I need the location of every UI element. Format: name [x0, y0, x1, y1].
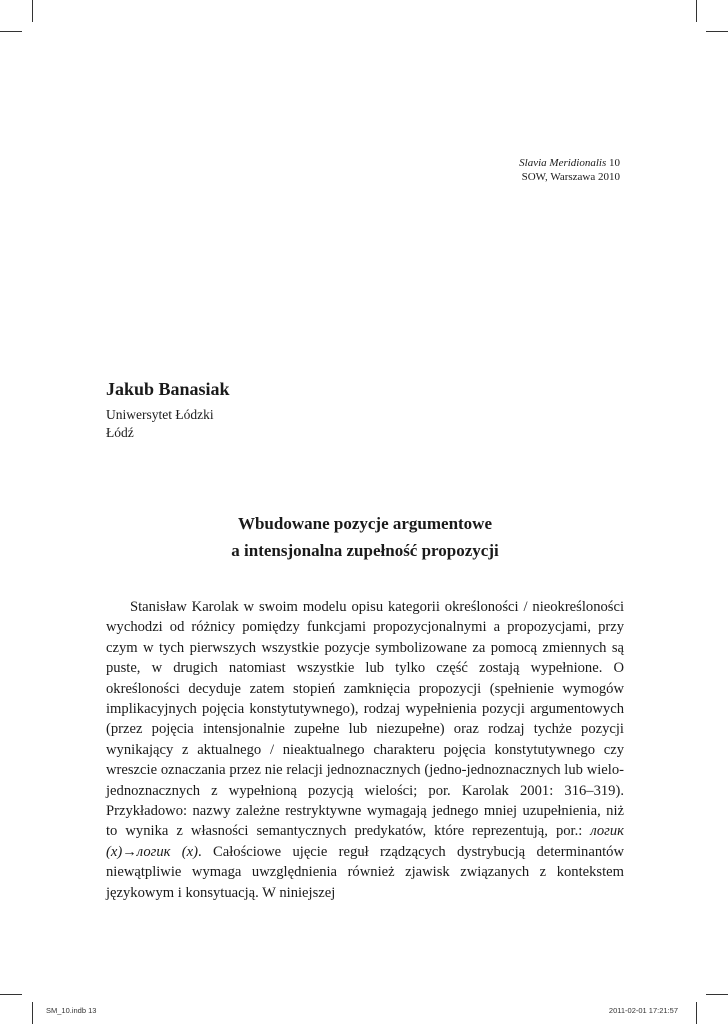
author-affiliation: Uniwersytet Łódzki [106, 407, 214, 422]
journal-info [519, 156, 620, 184]
body-paragraph [106, 597, 624, 903]
journal-line [519, 156, 620, 170]
crop-mark-top-right-horizontal [706, 31, 728, 32]
crop-mark-bottom-left-horizontal [0, 994, 22, 995]
footer-file-info: SM_10.indb 13 [46, 1006, 97, 1015]
journal-volume: 10 [606, 157, 620, 169]
publisher-line: SOW, Warszawa 2010 [521, 171, 620, 183]
author-name: Jakub Banasiak [106, 379, 230, 399]
author-block [106, 378, 230, 442]
title-line-2: a intensjonalna zupełność propozycji [231, 541, 499, 560]
body-italic-example: логик (x)→логик (x) [106, 823, 624, 860]
article-title [106, 510, 624, 564]
crop-mark-top-right [696, 0, 697, 22]
footer-timestamp: 2011-02-01 17:21:57 [608, 1006, 678, 1015]
body-text-part-2: . Całościowe ujęcie reguł rządzących dystrybucją determinantów niewątpliwie wymaga uwzględnienia również zjawisk związanych z kontekstem językowym i konsytuacją. W niniejszej [106, 843, 625, 901]
crop-mark-top-left [32, 0, 33, 22]
body-text-part-1: Stanisław Karolak w swoim modelu opisu kategorii określoności / nieokreśloności wychodzi od różnicy pomiędzy funkcjami propozycjonalnymi a propozycjami, przy czym w tych pierwszych wszystkie pozycje symbolizowane za pomocą zmiennych są puste, w drugich natomiast wszystkie lub tylko część zostają wypełnione. O określoności decyduje zatem stopień zamknięcia propozycji (spełnienie wymogów implikacyjnych pojęcia konstytutywnego), rodzaj wypełnienia pozycji argumentowych (przez pojęcia intensjonalnie zupełne lub niezupełne) oraz rodzaj tychże pozycji wynikający z aktualnego / nieaktualnego charakteru pojęcia konstytutywnego czy wreszcie oznaczania przez nie relacji jednoznacznych (jedno-jednoznacznych lub wielo-jednoznacznych z wypełnioną pozycją wielości; por. Karolak 2001: 316–319). Przykładowo: nazwy zależne restryktywne wymagają jednego mniej uzupełnienia, niż to wynika z własności semantycznych predykatów, które reprezentują, por.: [106, 599, 624, 840]
title-line-1: Wbudowane pozycje argumentowe [237, 514, 493, 533]
crop-mark-bottom-right [696, 1002, 697, 1024]
crop-mark-bottom-left [32, 1002, 33, 1024]
author-city: Łódź [106, 425, 134, 440]
crop-mark-top-left-horizontal [0, 31, 22, 32]
journal-name: Slavia Meridionalis [519, 157, 607, 169]
crop-mark-bottom-right-horizontal [706, 994, 728, 995]
